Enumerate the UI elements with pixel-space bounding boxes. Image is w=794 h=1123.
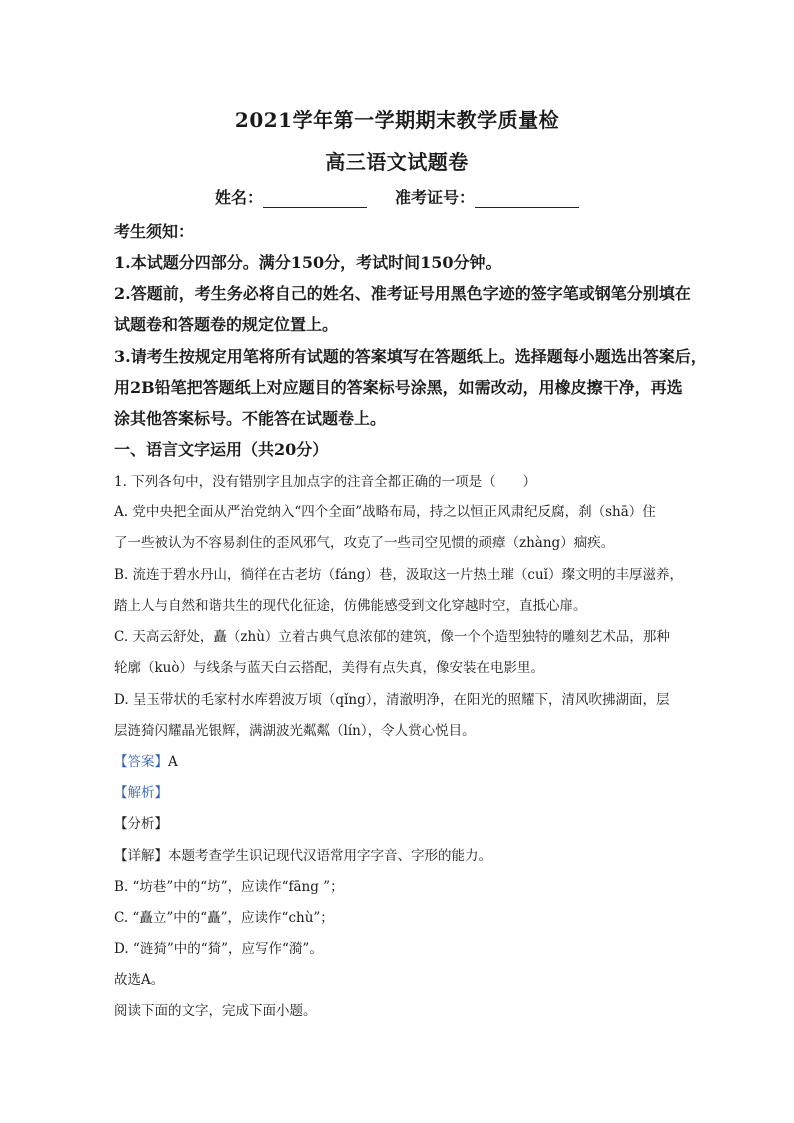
- reading-instruction: 阅读下面的文字，完成下面小题。: [114, 1003, 317, 1019]
- detail-tag: 【详解】: [114, 848, 168, 864]
- answer-value: A: [168, 754, 178, 770]
- answer-row: [114, 750, 694, 770]
- exam-subtitle: 高三语文试题卷: [325, 150, 469, 174]
- notice-line: 2.答题前，考生务必将自己的姓名、准考证号用黑色字迹的签字笔或钢笔分别填在: [114, 284, 691, 303]
- notice-line: 试题卷和答题卷的规定位置上。: [114, 315, 339, 334]
- name-blank: [263, 191, 367, 208]
- exam-id-label: 准考证号：: [395, 188, 476, 207]
- conclusion: 故选A。: [114, 972, 165, 988]
- option-line: D. 呈玉带状的毛家村水库碧波万顷（qǐng），清澈明净，在阳光的照耀下，清风吹拂湖面，层: [114, 692, 670, 708]
- analysis-point: D. “涟猗”中的“猗”，应写作“漪”。: [114, 941, 323, 957]
- option-line: B. 流连于碧水丹山，徜徉在古老坊（fáng）巷，汲取这一片热土璀（cuǐ）璨文明的丰厚滋养，: [114, 567, 683, 583]
- exam-title: 2021学年第一学期期末教学质量检: [234, 108, 560, 132]
- section-heading: 一、语言文字运用（共20分）: [114, 440, 329, 459]
- answer-tag: 【答案】: [114, 754, 168, 770]
- option-line: 层涟猗闪耀晶光银辉，满湖波光粼粼（lín），令人赏心悦目。: [114, 723, 476, 739]
- notice-line: 涂其他答案标号。不能答在试题卷上。: [114, 409, 387, 428]
- notice-heading: 考生须知：: [114, 222, 195, 241]
- question-stem: 1. 下列各句中，没有错别字且加点字的注音全都正确的一项是（ ）: [114, 474, 537, 490]
- detail-text: 本题考查学生识记现代汉语常用字字音、字形的能力。: [168, 848, 492, 864]
- option-line: 轮廓（kuò）与线条与蓝天白云搭配，美得有点失真，像安装在电影里。: [114, 660, 545, 676]
- option-line: C. 天高云舒处，矗（zhù）立着古典气息浓郁的建筑，像一个个造型独特的雕刻艺术品，那种: [114, 629, 670, 645]
- name-label: 姓名：: [214, 188, 263, 207]
- option-line: 踏上人与自然和谐共生的现代化征途，仿佛能感受到文化穿越时空，直抵心扉。: [114, 598, 587, 614]
- fenxi-tag: 【分析】: [114, 816, 168, 832]
- analysis-point: C. “矗立”中的“矗”，应读作“chù”；: [114, 910, 334, 926]
- analysis-point: B. “坊巷”中的“坊”，应读作“fāng ”；: [114, 879, 344, 895]
- option-line: 了一些被认为不容易刹住的歪风邪气，攻克了一些司空见惯的顽瘴（zhàng）痼疾。: [114, 535, 615, 551]
- exam-id-blank: [475, 191, 579, 208]
- notice-line: 3.请考生按规定用笔将所有试题的答案填写在答题纸上。选择题每小题选出答案后，: [114, 347, 707, 366]
- option-line: A. 党中央把全面从严治党纳入“四个全面”战略布局，持之以恒正风肃纪反腐，刹（shā）住: [114, 504, 656, 520]
- notice-line: 1.本试题分四部分。满分150分，考试时间150分钟。: [114, 253, 502, 272]
- notice-line: 用2B铅笔把答题纸上对应题目的答案标号涂黑，如需改动，用橡皮擦干净，再选: [114, 378, 683, 397]
- analysis-tag: 【解析】: [114, 785, 168, 801]
- candidate-info-row: [0, 185, 794, 208]
- detail-row: [114, 844, 694, 864]
